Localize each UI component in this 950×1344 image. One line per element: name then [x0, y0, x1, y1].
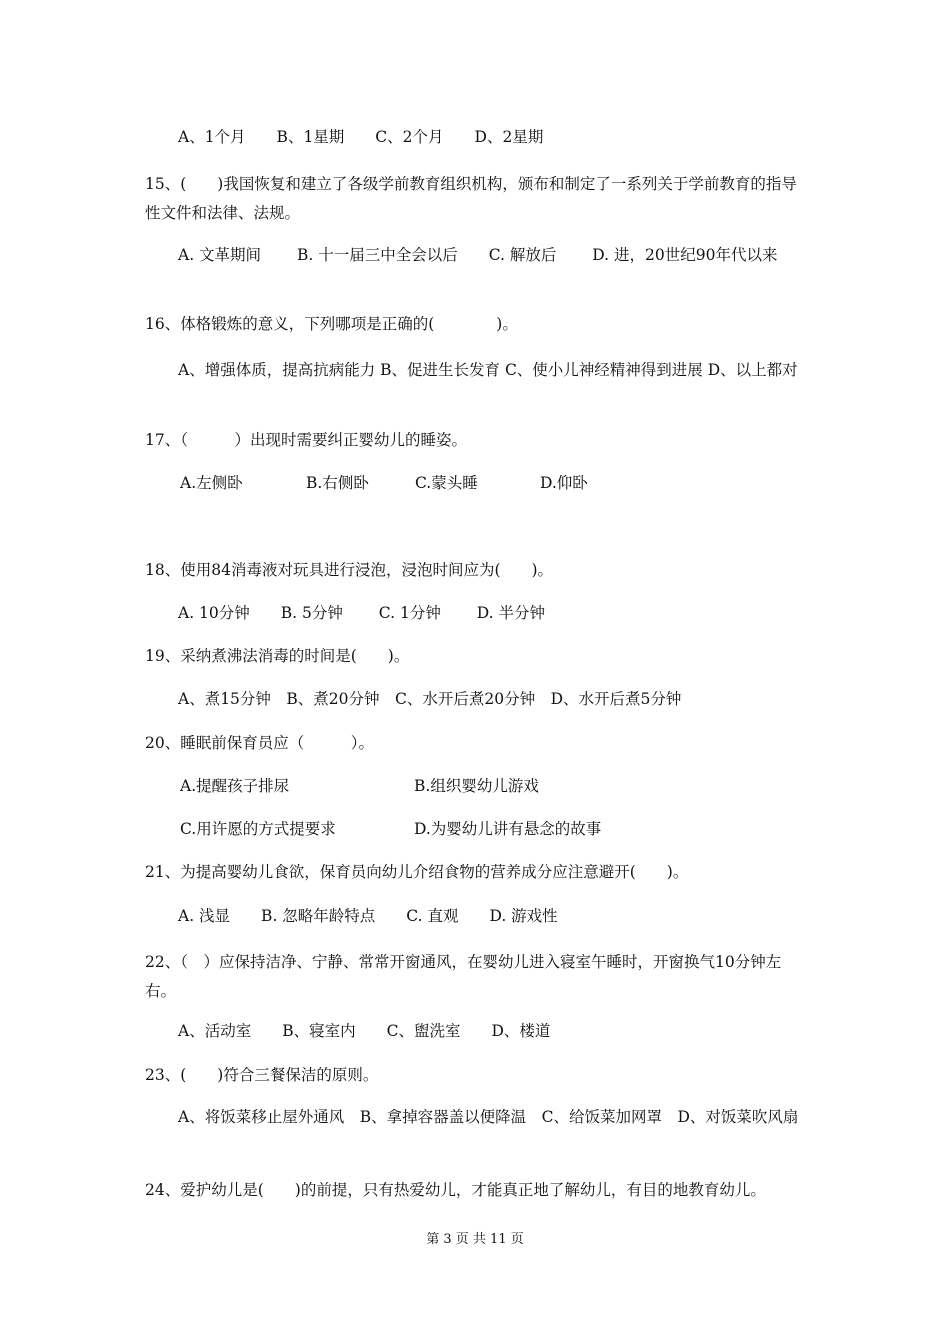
q17-option-a: A.左侧卧	[180, 474, 243, 492]
q14-options: A、1个月 B、1星期 C、2个月 D、2星期	[178, 128, 544, 146]
q22-stem: 22、（ ）应保持洁净、宁静、常常开窗通风，在婴幼儿进入寝室午睡时，开窗换气10分钟左右。	[145, 953, 782, 1000]
q21-stem: 21、为提高婴幼儿食欲，保育员向幼儿介绍食物的营养成分应注意避开( )。	[145, 863, 689, 881]
q19-stem: 19、采纳煮沸法消毒的时间是( )。	[145, 647, 410, 665]
q18-stem: 18、使用84消毒液对玩具进行浸泡，浸泡时间应为( )。	[145, 561, 554, 579]
q16-options: A、增强体质，提高抗病能力 B、促进生长发育 C、使小儿神经精神得到进展 D、以上都对	[178, 361, 798, 379]
q15-stem: 15、( )我国恢复和建立了各级学前教育组织机构，颁布和制定了一系列关于学前教育的指导性文件和法律、法规。	[145, 175, 797, 222]
q16-stem: 16、体格锻炼的意义，下列哪项是正确的( )。	[145, 315, 518, 333]
q20-option-b: B.组织婴幼儿游戏	[414, 777, 539, 795]
q17-option-b: B.右侧卧	[306, 474, 369, 492]
q17-option-c: C.蒙头睡	[415, 474, 478, 492]
page-footer: 第 3 页 共 11 页	[426, 1232, 524, 1247]
q20-option-d: D.为婴幼儿讲有悬念的故事	[414, 820, 602, 838]
q15-options: A. 文革期间 B. 十一届三中全会以后 C. 解放后 D. 进，20世纪90年代以来	[178, 246, 778, 264]
q20-option-a: A.提醒孩子排尿	[180, 777, 290, 795]
q23-options: A、将饭菜移止屋外通风 B、拿掉容器盖以便降温 C、给饭菜加网罩 D、对饭菜吹风扇	[178, 1108, 799, 1126]
q20-stem: 20、睡眠前保育员应（ ）。	[145, 734, 374, 752]
q24-stem: 24、爱护幼儿是( )的前提，只有热爱幼儿，才能真正地了解幼儿，有目的地教育幼儿。	[145, 1181, 766, 1199]
q17-stem: 17、（ ）出现时需要纠正婴幼儿的睡姿。	[145, 431, 467, 449]
q19-options: A、煮15分钟 B、煮20分钟 C、水开后煮20分钟 D、水开后煮5分钟	[178, 690, 682, 708]
q17-option-d: D.仰卧	[540, 474, 588, 492]
q23-stem: 23、( )符合三餐保洁的原则。	[145, 1066, 379, 1084]
q22-options: A、活动室 B、寝室内 C、盥洗室 D、楼道	[178, 1022, 551, 1040]
q21-options: A. 浅显 B. 忽略年龄特点 C. 直观 D. 游戏性	[178, 907, 558, 925]
q20-option-c: C.用许愿的方式提要求	[180, 820, 336, 838]
q18-options: A. 10分钟 B. 5分钟 C. 1分钟 D. 半分钟	[178, 604, 545, 622]
